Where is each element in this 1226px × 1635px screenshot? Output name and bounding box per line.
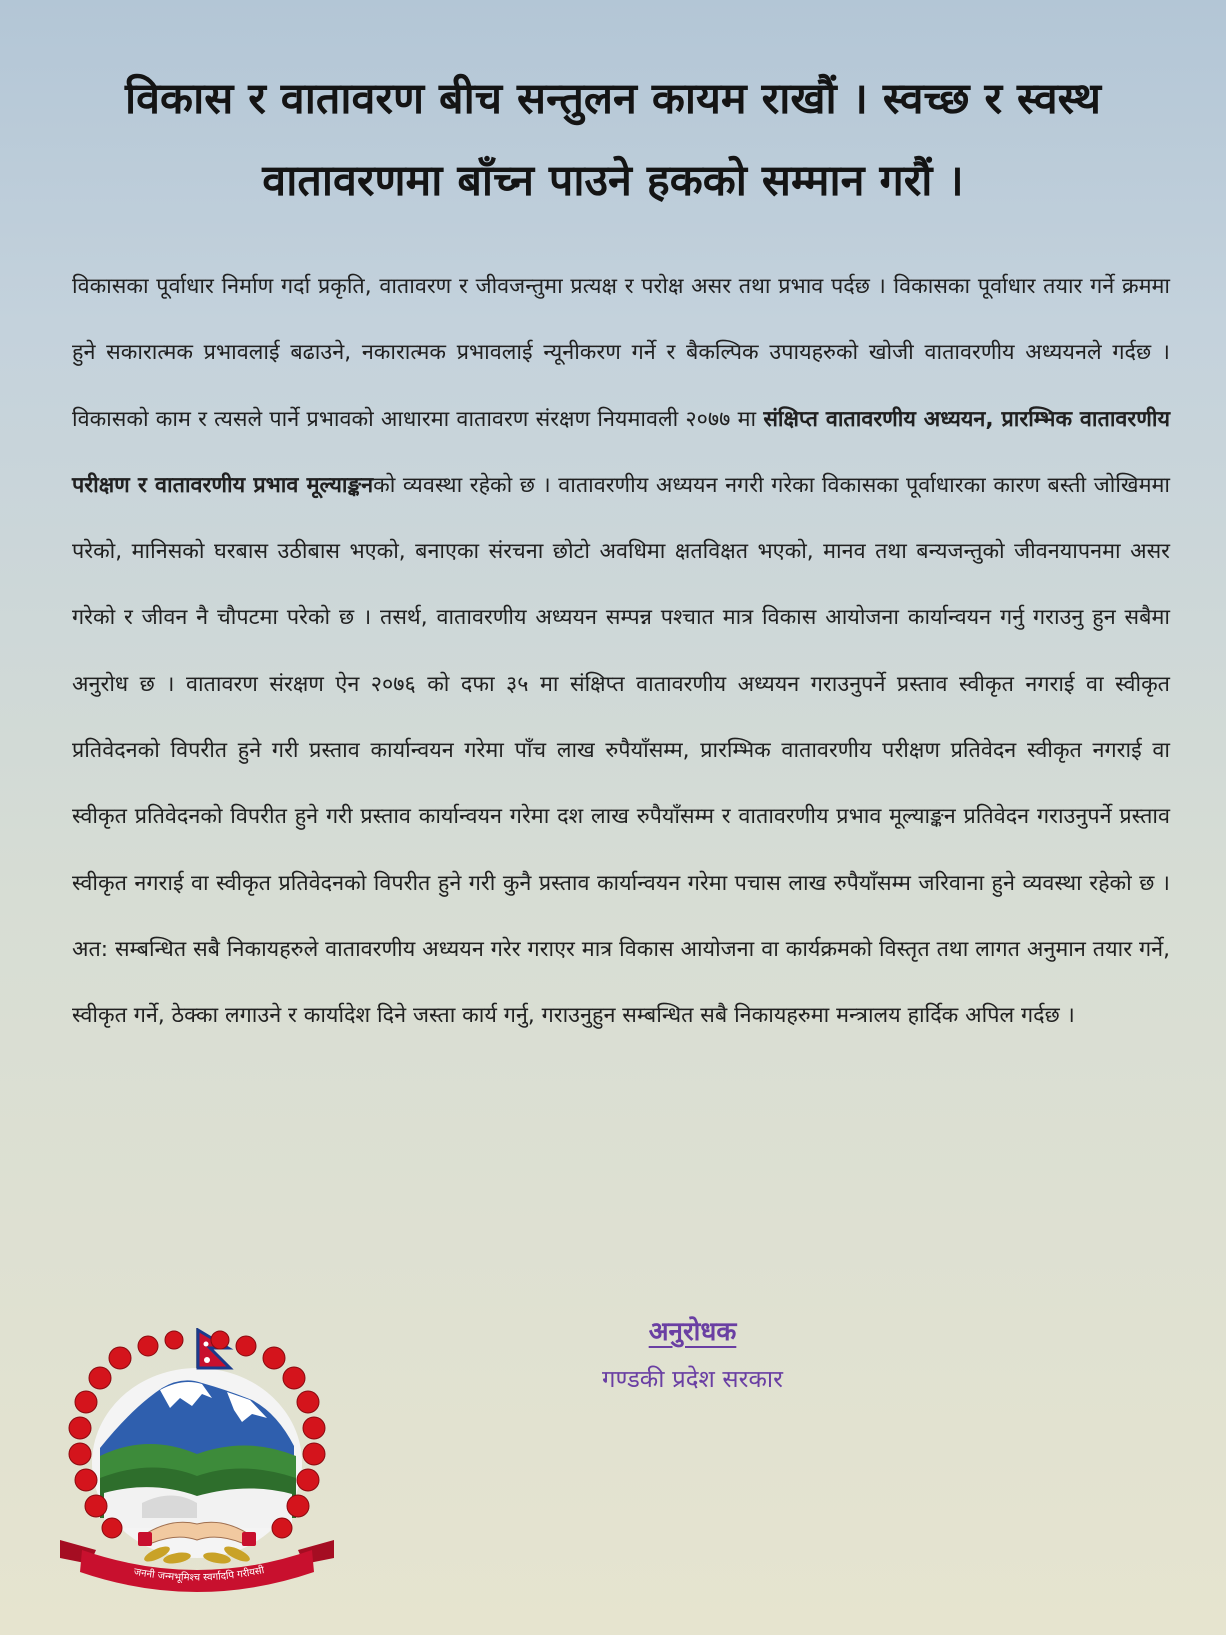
nepal-emblem-logo	[52, 1328, 342, 1600]
signature-organization: गण्डकी प्रदेश सरकार	[602, 1365, 783, 1393]
paragraph-text-2: को व्यवस्था रहेको छ । वातावरणीय अध्ययन नगरी गरेका विकासका पूर्वाधारका कारण बस्ती जोखिममा परेको, मानिसको घरबास उठीबास भएको, बनाएका संरचना छोटो अवधिमा क्षतविक्षत भएको, मानव तथा बन्यजन्तुको जीवनयापनमा असर गरेको र जीवन नै चौपटमा परेको छ । तसर्थ, वातावरणीय अध्ययन सम्पन्न पश्चात मात्र विकास आयोजना कार्यान्वयन गर्नु गराउनु हुन सबैमा अनुरोध छ । वातावरण संरक्षण ऐन २०७६ को दफा ३५ मा संक्षिप्त वातावरणीय अध्ययन गराउनुपर्ने प्रस्ताव स्वीकृत नगराई वा स्वीकृत प्रतिवेदनको विपरीत हुने गरी प्रस्ताव कार्यान्वयन गरेमा पाँच लाख रुपैयाँसम्म, प्रारम्भिक वातावरणीय परीक्षण प्रतिवेदन स्वीकृत नगराई वा स्वीकृत प्रतिवेदनको विपरीत हुने गरी प्रस्ताव कार्यान्वयन गरेमा दश लाख रुपैयाँसम्म र वातावरणीय प्रभाव मूल्याङ्कन प्रतिवेदन गराउनुपर्ने प्रस्ताव स्वीकृत नगराई वा स्वीकृत प्रतिवेदनको विपरीत हुने गरी कुनै प्रस्ताव कार्यान्वयन गरेमा पचास लाख रुपैयाँसम्म जरिवाना हुने व्यवस्था रहेको छ । अत: सम्बन्धित सबै निकायहरुले वातावरणीय अध्ययन गरेर गराएर मात्र विकास आयोजना वा कार्यक्रमको विस्तृत तथा लागत अनुमान तयार गर्ने, स्वीकृत गर्ने, ठेक्का लगाउने र कार्यादेश दिने जस्ता कार्य गर्नु, गराउनुहुन सम्बन्धित सबै निकायहरुमा मन्त्रालय हार्दिक अपिल गर्दछ ।	[72, 472, 1170, 1029]
headline	[30, 58, 1196, 222]
hills-icon	[100, 1444, 296, 1528]
paragraph-bold-text: संक्षिप्त वातावरणीय अध्ययन, प्रारम्भिक वातावरणीय परीक्षण र वातावरणीय प्रभाव मूल्याङ्कन	[72, 406, 1170, 498]
emblem-motto-text: जननी जन्मभूमिश्च स्वर्गादपि गरीयसी	[132, 1565, 266, 1584]
paragraph-text-1: विकासका पूर्वाधार निर्माण गर्दा प्रकृति, वातावरण र जीवजन्तुमा प्रत्यक्ष र परोक्ष असर तथा प्रभाव पर्दछ । विकासका पूर्वाधार तयार गर्ने क्रममा हुने सकारात्मक प्रभावलाई बढाउने, नकारात्मक प्रभावलाई न्यूनीकरण गर्ने र बैकल्पिक उपायहरुको खोजी वातावरणीय अध्ययनले गर्दछ । विकासको काम र त्यसले पार्ने प्रभावको आधारमा वातावरण संरक्षण नियमावली २०७७ मा	[72, 274, 1170, 432]
signature-label: अनुरोधक	[648, 1317, 737, 1347]
appeal-paragraph	[72, 254, 1170, 1050]
signature-block	[545, 1312, 840, 1395]
headline-line-1: विकास र वातावरण बीच सन्तुलन कायम राखौं । स्वच्छ र स्वस्थ	[125, 74, 1101, 124]
headline-line-2: वातावरणमा बाँच्न पाउने हकको सम्मान गरौं ।	[262, 156, 964, 206]
